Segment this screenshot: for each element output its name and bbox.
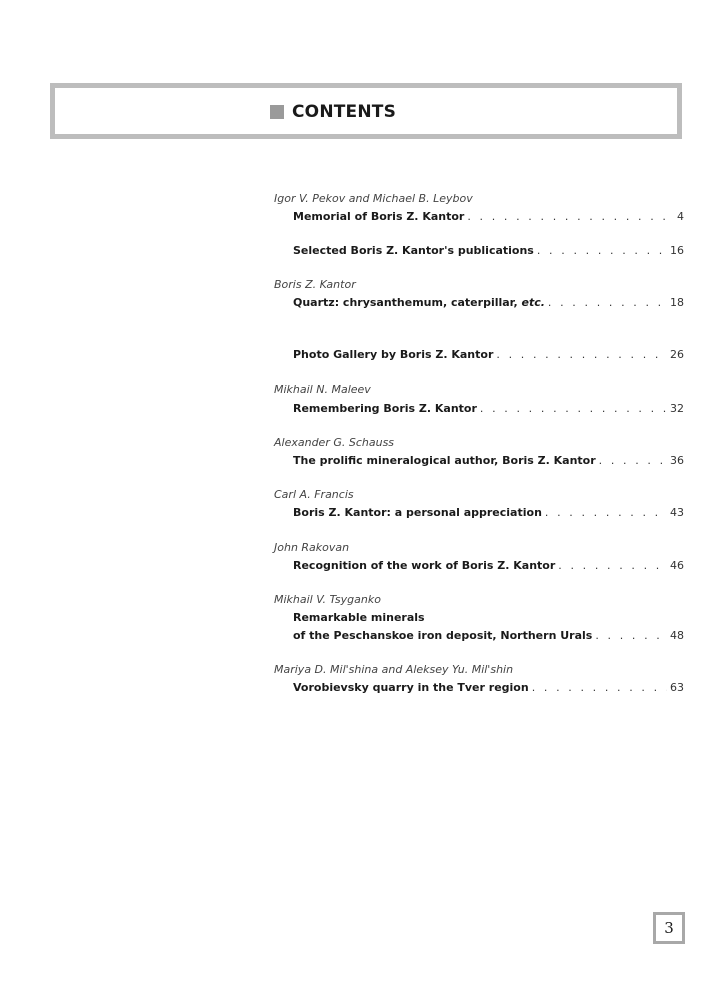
toc-author: Igor V. Pekov and Michael B. Leybov bbox=[274, 192, 473, 205]
dot-leader bbox=[467, 210, 674, 223]
etc-emphasis: etc. bbox=[521, 296, 545, 309]
dot-leader bbox=[480, 402, 667, 415]
toc-entry-title-line1: Remarkable minerals bbox=[293, 611, 425, 624]
page-number: 3 bbox=[664, 919, 674, 937]
toc-author: Mariya D. Mil'shina and Aleksey Yu. Mil'shin bbox=[274, 663, 514, 676]
toc-entry-page: 4 bbox=[677, 210, 684, 223]
toc-entry-page: 36 bbox=[670, 454, 684, 467]
toc-author: Carl A. Francis bbox=[274, 488, 354, 501]
toc-entry[interactable] bbox=[293, 454, 684, 467]
page-title: CONTENTS bbox=[292, 102, 397, 122]
toc-author: Alexander G. Schauss bbox=[274, 436, 395, 449]
toc-entry[interactable] bbox=[293, 629, 684, 642]
toc-entry-title: Recognition of the work of Boris Z. Kantor bbox=[293, 559, 556, 572]
toc-entry[interactable] bbox=[293, 210, 684, 223]
toc-entry-title: Quartz: chrysanthemum, caterpillar, etc. bbox=[293, 296, 545, 309]
toc-entry-page: 43 bbox=[670, 506, 684, 519]
toc-entry-title: The prolific mineralogical author, Boris Z. Kantor bbox=[293, 454, 596, 467]
toc-entry-title: Selected Boris Z. Kantor's publications bbox=[293, 244, 534, 257]
dot-leader bbox=[595, 629, 667, 642]
dot-leader bbox=[532, 681, 667, 694]
dot-leader bbox=[545, 506, 667, 519]
dot-leader bbox=[548, 296, 667, 309]
toc-entry-title: Remembering Boris Z. Kantor bbox=[293, 402, 477, 415]
toc-author: Mikhail V. Tsyganko bbox=[274, 593, 381, 606]
dot-leader bbox=[558, 559, 667, 572]
dot-leader bbox=[537, 244, 667, 257]
toc-entry-page: 16 bbox=[670, 244, 684, 257]
toc-entry[interactable] bbox=[293, 506, 684, 519]
toc-author: Boris Z. Kantor bbox=[274, 278, 356, 291]
toc-entry-page: 26 bbox=[670, 348, 684, 361]
toc-entry-title: Vorobievsky quarry in the Tver region bbox=[293, 681, 529, 694]
toc-entry-title: Boris Z. Kantor: a personal appreciation bbox=[293, 506, 542, 519]
page-number-box bbox=[653, 912, 685, 944]
toc-entry-page: 32 bbox=[670, 402, 684, 415]
toc-entry[interactable] bbox=[293, 402, 684, 415]
toc-entry-title: of the Peschanskoe iron deposit, Northern Urals bbox=[293, 629, 593, 642]
toc-entry-title: Photo Gallery by Boris Z. Kantor bbox=[293, 348, 494, 361]
toc-author: Mikhail N. Maleev bbox=[274, 383, 371, 396]
toc-entry[interactable] bbox=[293, 244, 684, 257]
toc-entry-title: Memorial of Boris Z. Kantor bbox=[293, 210, 465, 223]
toc-entry[interactable] bbox=[293, 681, 684, 694]
toc-entry-page: 48 bbox=[670, 629, 684, 642]
toc-entry[interactable] bbox=[293, 296, 684, 309]
toc-entry[interactable] bbox=[293, 348, 684, 361]
dot-leader bbox=[599, 454, 667, 467]
toc-entry[interactable] bbox=[293, 559, 684, 572]
toc-entry-page: 46 bbox=[670, 559, 684, 572]
dot-leader bbox=[496, 348, 667, 361]
toc-entry-page: 63 bbox=[670, 681, 684, 694]
toc-author: John Rakovan bbox=[274, 541, 350, 554]
toc-entry-page: 18 bbox=[670, 296, 684, 309]
